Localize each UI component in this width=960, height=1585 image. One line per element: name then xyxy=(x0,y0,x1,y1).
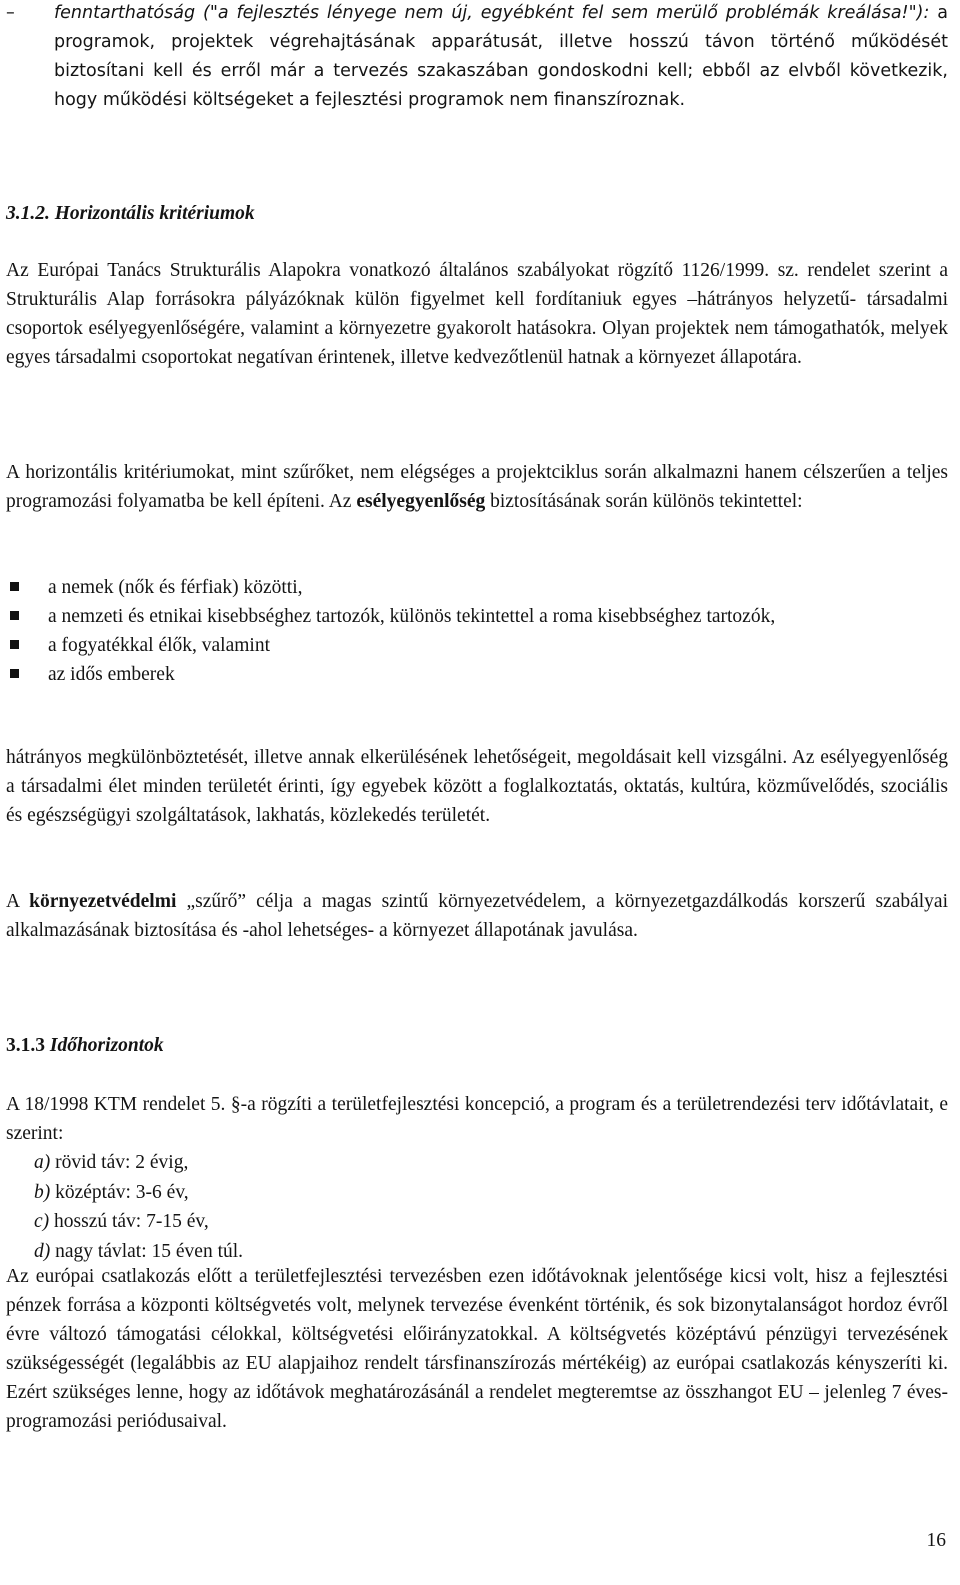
list-item xyxy=(6,602,948,631)
sustainability-text xyxy=(54,0,948,115)
list-item-text: a nemek (nők és férfiak) közötti, xyxy=(48,577,303,598)
item-label: a) xyxy=(34,1152,51,1173)
time-horizon-list xyxy=(6,1148,906,1266)
square-bullet-icon xyxy=(10,582,19,591)
list-item-text: a fogyatékkal élők, valamint xyxy=(48,635,271,656)
paragraph: A 18/1998 KTM rendelet 5. §-a rögzíti a területfejlesztési koncepció, a program és a területrendezési terv időtávlatait, e szerint: xyxy=(6,1094,948,1144)
bold-term: környezetvédelmi xyxy=(29,891,177,912)
text-run: A xyxy=(6,891,30,912)
list-item xyxy=(6,1148,906,1178)
list-item xyxy=(6,631,948,660)
text-run: biztosításának során különös tekintettel: xyxy=(485,491,803,512)
list-item-text: a nemzeti és etnikai kisebbséghez tartozók, különös tekintettel a roma kisebbséghez tartozók, xyxy=(48,606,776,627)
square-bullet-icon xyxy=(10,669,19,678)
section-heading-313 xyxy=(6,1031,164,1060)
sustainability-rest: a programok, projektek végrehajtásának apparátusát, illetve hosszú távon történő működését biztosítani kell és erről már a tervezés szakaszában gondoskodni kell; ebből az elvből következik, hogy működési költségeket a fejlesztési programok nem finanszíroznak. xyxy=(54,3,948,110)
item-label: c) xyxy=(34,1211,50,1232)
list-item-text: hosszú táv: 7-15 év, xyxy=(54,1211,209,1232)
list-item-text: középtáv: 3-6 év, xyxy=(55,1181,189,1203)
list-item-text: rövid táv: 2 évig, xyxy=(55,1152,189,1173)
item-label: b) xyxy=(34,1181,51,1203)
sustainability-item xyxy=(6,0,948,115)
square-bullet-icon xyxy=(10,611,19,620)
dash-marker: – xyxy=(6,3,15,23)
list-item-text: nagy távlat: 15 éven túl. xyxy=(55,1240,244,1262)
sustainability-italic: fenntarthatóság ("a fejlesztés lényege nem új, egyébként fel sem merülő problémák kreálása!"): xyxy=(54,3,930,23)
list-item xyxy=(6,1178,906,1208)
square-bullet-icon xyxy=(10,640,19,649)
paragraph: Az Európai Tanács Strukturális Alapokra vonatkozó általános szabályokat rögzítő 1126/1999. sz. rendelet szerint a Strukturális Alap forrásokra pályázóknak külön figyelmet kell fordítaniuk egyes –hátrányos helyzetű- társadalmi csoportok esélyegyenlőségére, valamint a környezetre gyakorolt hatásokra. Olyan projektek nem támogathatók, melyek egyes társadalmi csoportokat negatívan érintenek, illetve kedvezőtlenül hatnak a környezet állapotára. xyxy=(6,260,948,368)
section-heading-312 xyxy=(6,199,255,228)
list-item xyxy=(6,660,948,689)
page-number: 16 xyxy=(926,1530,946,1551)
list-item-text: az idős emberek xyxy=(48,664,175,685)
text-run: „szűrő” célja a magas szintű környezetvédelem, a környezetgazdálkodás korszerű szabályai alkalmazásának biztosítása és -ahol lehetséges- a környezet állapotának javulása. xyxy=(6,891,948,941)
section-number: 3.1.3 xyxy=(6,1035,45,1056)
bullet-list xyxy=(6,573,948,689)
paragraph xyxy=(6,887,948,945)
item-label: d) xyxy=(34,1240,51,1262)
list-item xyxy=(6,1207,906,1237)
paragraph: Az európai csatlakozás előtt a területfejlesztési tervezésben ezen időtávoknak jelentősége kicsi volt, hisz a fejlesztési pénzek forrása a központi költségvetés volt, melynek tervezése évenként történik, és sok bizonytalanságot hordoz évről évre változó támogatási célokkal, költségvetési előirányzatokkal. A költségvetés középtávú pénzügyi tervezésének szükségességét (legalábbis az EU alapjaihoz rendelt társfinanszírozás mértékéig) az európai csatlakozás kényszeríti ki. Ezért szükséges lenne, hogy az időtávok meghatározásánál a rendelet megteremtse az összhangot EU – jelenleg 7 éves- programozási periódusaival. xyxy=(6,1266,948,1432)
list-item xyxy=(6,573,948,602)
section-number: 3.1.2. xyxy=(6,203,50,224)
section-title: Időhorizontok xyxy=(49,1035,164,1056)
paragraph xyxy=(6,458,948,516)
paragraph: hátrányos megkülönböztetését, illetve annak elkerülésének lehetőségeit, megoldásait kell vizsgálni. Az esélyegyenlőség a társadalmi élet minden területét érinti, így egyebek között a foglalkoztatás, oktatás, kultúra, közművelődés, szociális és egészségügyi szolgáltatások, lakhatás, közlekedés területét. xyxy=(6,747,948,826)
text-run: A horizontális kritériumokat, mint szűrőket, nem elégséges a projektciklus során alkalmazni hanem célszerűen a teljes programozási folyamatba be kell építeni. Az xyxy=(6,462,948,512)
bold-term: esélyegyenlőség xyxy=(356,491,486,512)
section-title: Horizontális kritériumok xyxy=(54,203,255,224)
